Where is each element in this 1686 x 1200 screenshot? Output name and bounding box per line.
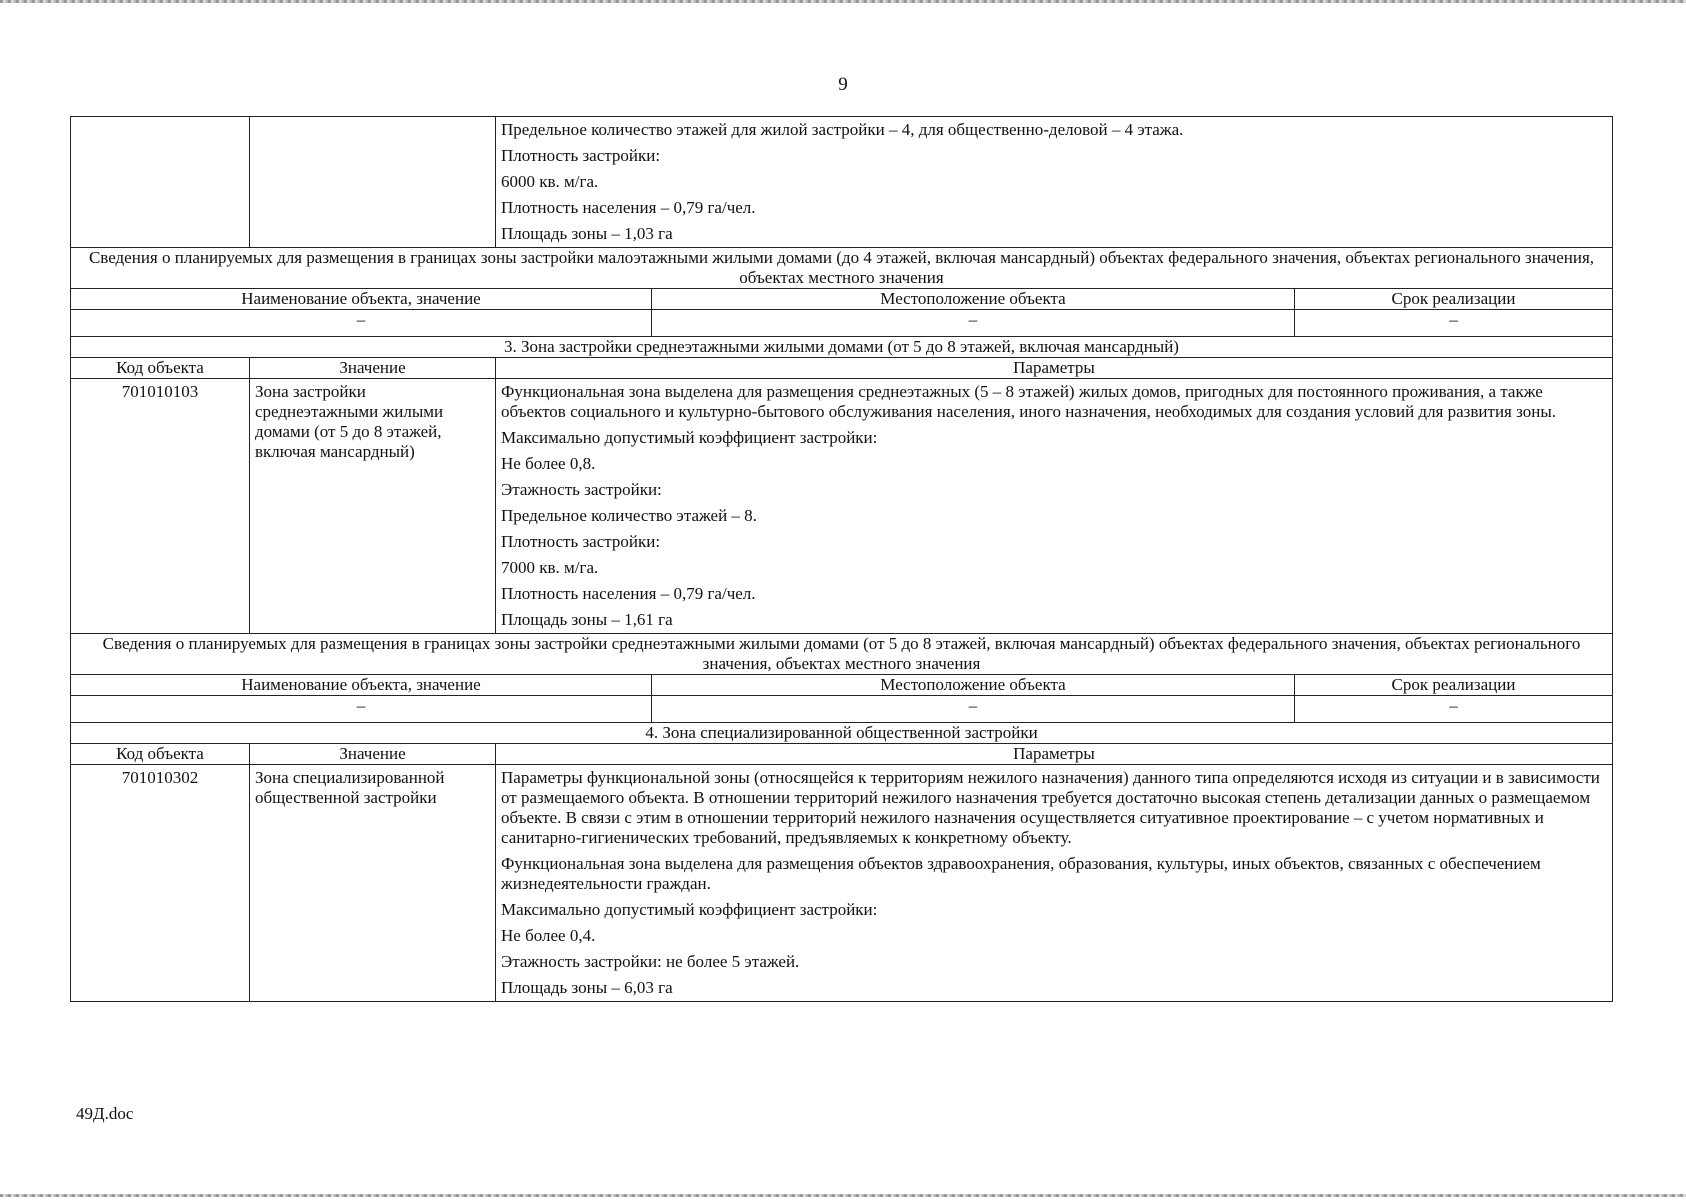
header-object-name: Наименование объекта, значение <box>71 675 652 696</box>
header-meaning: Значение <box>250 744 496 765</box>
param-line: 6000 кв. м/га. <box>501 172 599 191</box>
info-heading-2: Сведения о планируемых для размещения в границах зоны застройки среднеэтажными жилыми домами (от 5 до 8 этажей, включая мансардный) объектах федерального значения, объектах регионального значения, объектах местного значения <box>71 634 1613 675</box>
objects-header-row-2 <box>71 675 1613 696</box>
dash-cell: – <box>652 696 1295 723</box>
page-number: 9 <box>838 74 848 95</box>
param-line: Предельное количество этажей – 8. <box>501 506 757 525</box>
cell-meaning-empty <box>250 117 496 248</box>
param-line: Плотность застройки: <box>501 532 661 551</box>
dash-cell: – <box>652 310 1295 337</box>
param-line: Площадь зоны – 1,03 га <box>501 224 673 243</box>
info-heading-1: Сведения о планируемых для размещения в границах зоны застройки малоэтажными жилыми домами (до 4 этажей, включая мансардный) объектах федерального значения, объектах регионального значения, объектах местного значения <box>71 248 1613 289</box>
zone-meaning: Зона специализированной общественной застройки <box>250 765 496 1002</box>
header-params: Параметры <box>496 744 1613 765</box>
dash-cell: – <box>1295 310 1613 337</box>
scan-edge-top <box>0 0 1686 3</box>
section-4-header-row <box>71 744 1613 765</box>
section-4-title: 4. Зона специализированной общественной застройки <box>71 723 1613 744</box>
param-line: Функциональная зона выделена для размещения среднеэтажных (5 – 8 этажей) жилых домов, пригодных для постоянного проживания, а также объектов социального и культурно-бытового обслуживания населения, иного назначения, необходимых для создания условий для развития зоны. <box>501 382 1556 421</box>
section-3-header-row <box>71 358 1613 379</box>
param-line: Этажность застройки: <box>501 480 662 499</box>
header-code: Код объекта <box>71 358 250 379</box>
header-params: Параметры <box>496 358 1613 379</box>
param-line: Предельное количество этажей для жилой застройки – 4, для общественно-деловой – 4 этажа. <box>501 120 1184 139</box>
scan-edge-bottom <box>0 1194 1686 1197</box>
dash-cell: – <box>1295 696 1613 723</box>
param-line: Площадь зоны – 6,03 га <box>501 978 673 997</box>
objects-header-row-1 <box>71 289 1613 310</box>
section-4-data-row <box>71 765 1613 1002</box>
param-line: 7000 кв. м/га. <box>501 558 599 577</box>
param-line: Не более 0,4. <box>501 926 596 945</box>
param-line: Плотность застройки: <box>501 146 661 165</box>
dash-cell: – <box>71 310 652 337</box>
continuation-params <box>496 117 1613 248</box>
section-3-title: 3. Зона застройки среднеэтажными жилыми домами (от 5 до 8 этажей, включая мансардный) <box>71 337 1613 358</box>
file-name-footer: 49Д.doc <box>76 1104 134 1123</box>
param-line: Максимально допустимый коэффициент застройки: <box>501 900 878 919</box>
object-code: 701010103 <box>71 379 250 634</box>
param-line: Не более 0,8. <box>501 454 596 473</box>
param-line: Этажность застройки: не более 5 этажей. <box>501 952 800 971</box>
zone-params <box>496 765 1613 1002</box>
header-object-name: Наименование объекта, значение <box>71 289 652 310</box>
header-object-location: Местоположение объекта <box>652 675 1295 696</box>
header-code: Код объекта <box>71 744 250 765</box>
zone-params <box>496 379 1613 634</box>
param-line: Плотность населения – 0,79 га/чел. <box>501 584 756 603</box>
zone-meaning: Зона застройки среднеэтажными жилыми домами (от 5 до 8 этажей, включая мансардный) <box>250 379 496 634</box>
param-line: Функциональная зона выделена для размещения объектов здравоохранения, образования, культуры, иных объектов, связанных с обеспечением жизнедеятельности граждан. <box>501 854 1541 893</box>
object-code: 701010302 <box>71 765 250 1002</box>
header-term: Срок реализации <box>1295 675 1613 696</box>
section-3-data-row <box>71 379 1613 634</box>
dash-cell: – <box>71 696 652 723</box>
param-line: Максимально допустимый коэффициент застройки: <box>501 428 878 447</box>
continuation-row <box>71 117 1613 248</box>
header-object-location: Местоположение объекта <box>652 289 1295 310</box>
cell-code-empty <box>71 117 250 248</box>
header-term: Срок реализации <box>1295 289 1613 310</box>
param-line: Площадь зоны – 1,61 га <box>501 610 673 629</box>
param-line: Плотность населения – 0,79 га/чел. <box>501 198 756 217</box>
objects-empty-row-2 <box>71 696 1613 723</box>
param-line: Параметры функциональной зоны (относящейся к территориям нежилого назначения) данного типа определяются исходя из ситуации и в зависимости от размещаемого объекта. В отношении территорий нежилого назначения требуется достаточно высокая степень детализации данных о размещаемом объекте. В связи с этим в отношении территорий нежилого назначения осуществляется ситуативное проектирование – с учетом нормативных и санитарно-гигиенических требований, предъявляемых к конкретному объекту. <box>501 768 1600 847</box>
zones-table <box>70 116 1613 1002</box>
header-meaning: Значение <box>250 358 496 379</box>
objects-empty-row-1 <box>71 310 1613 337</box>
